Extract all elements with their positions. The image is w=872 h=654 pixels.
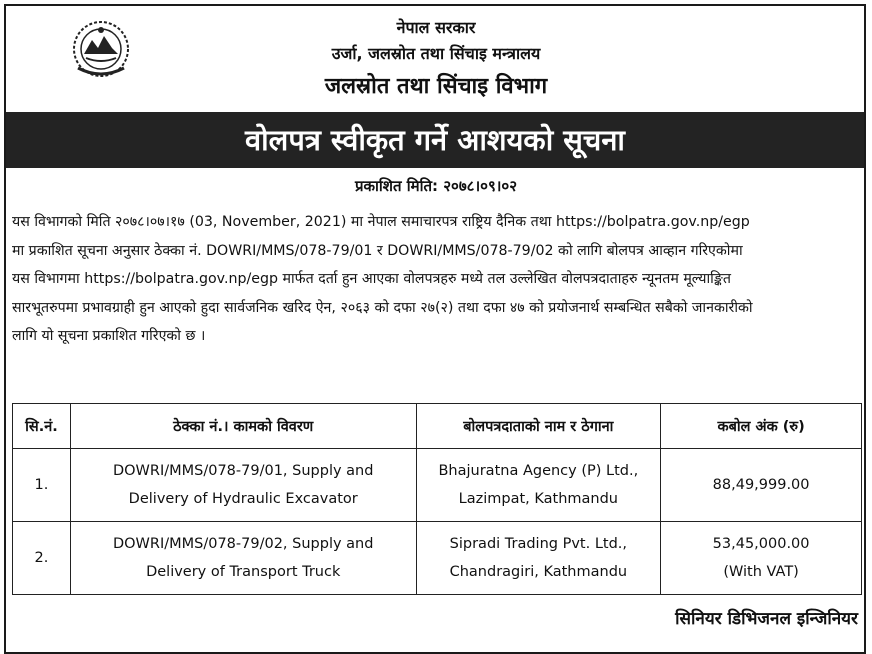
- bid-table: [12, 403, 862, 595]
- notice-title: वोलपत्र स्वीकृत गर्ने आशयको सूचना: [6, 112, 864, 168]
- description-line: Delivery of Hydraulic Excavator: [128, 491, 358, 507]
- header-bidder: बोलपत्रदाताको नाम र ठेगाना: [416, 404, 661, 449]
- description-line: DOWRI/MMS/078-79/02, Supply and: [112, 536, 374, 552]
- row-description: [70, 449, 416, 522]
- amount-line: (With VAT): [723, 564, 799, 580]
- row-amount: [661, 449, 862, 522]
- body-line: सारभूतरुपमा प्रभावग्राही हुन आएको हुदा सार्वजनिक खरिद ऐन, २०६३ को दफा २७(२) तथा दफा ४७ को प्रयोजनार्थ सम्बन्धित सबैको जानकारीको: [12, 299, 753, 316]
- government-name: नेपाल सरकार: [396, 18, 476, 37]
- bidder-line: Lazimpat, Kathmandu: [458, 491, 619, 507]
- table-row: [13, 522, 862, 595]
- header-description: ठेक्का नं.। कामको विवरण: [70, 404, 416, 449]
- signature-title: सिनियर डिभिजनल इन्जिनियर: [675, 609, 858, 629]
- published-date: प्रकाशित मिति: २०७८।०९।०२: [354, 177, 518, 195]
- bidder-line: Bhajuratna Agency (P) Ltd.,: [438, 463, 639, 479]
- body-line: मा प्रकाशित सूचना अनुसार ठेक्का नं. DOWRI/MMS/078-79/01 र DOWRI/MMS/078-79/02 को लागि बोलपत्र आव्हान गरिएकोमा: [12, 242, 743, 259]
- header-serial: सि.नं.: [13, 404, 71, 449]
- amount-line: 53,45,000.00: [712, 536, 810, 552]
- description-line: Delivery of Transport Truck: [146, 564, 341, 580]
- bidder-line: Chandragiri, Kathmandu: [449, 564, 628, 580]
- row-bidder: [416, 522, 661, 595]
- table-header-row: [13, 404, 862, 449]
- body-line: यस विभागको मिति २०७८।०७।१७ (03, November, 2021) मा नेपाल समाचारपत्र राष्ट्रिय दैनिक तथा https://bolpatra.gov.np/egp: [12, 214, 750, 230]
- department-name: जलस्रोत तथा सिंचाइ विभाग: [324, 74, 548, 99]
- row-serial: 2.: [13, 522, 71, 595]
- header-amount: कबोल अंक (रु): [661, 404, 862, 449]
- row-description: [70, 522, 416, 595]
- row-serial: 1.: [13, 449, 71, 522]
- table-row: [13, 449, 862, 522]
- amount-line: 88,49,999.00: [712, 477, 810, 493]
- ministry-name: उर्जा, जलस्रोत तथा सिंचाइ मन्त्रालय: [331, 44, 541, 63]
- notice-body: [12, 208, 862, 351]
- body-line: लागि यो सूचना प्रकाशित गरिएको छ ।: [12, 328, 206, 345]
- bidder-line: Sipradi Trading Pvt. Ltd.,: [449, 536, 628, 552]
- row-bidder: [416, 449, 661, 522]
- description-line: DOWRI/MMS/078-79/01, Supply and: [112, 463, 374, 479]
- body-line: यस विभागमा https://bolpatra.gov.np/egp मार्फत दर्ता हुन आएका वोलपत्रहरु मध्ये तल उल्लेखित वोलपत्रदाताहरु न्यूनतम मूल्याङ्कित: [12, 271, 731, 288]
- row-amount: [661, 522, 862, 595]
